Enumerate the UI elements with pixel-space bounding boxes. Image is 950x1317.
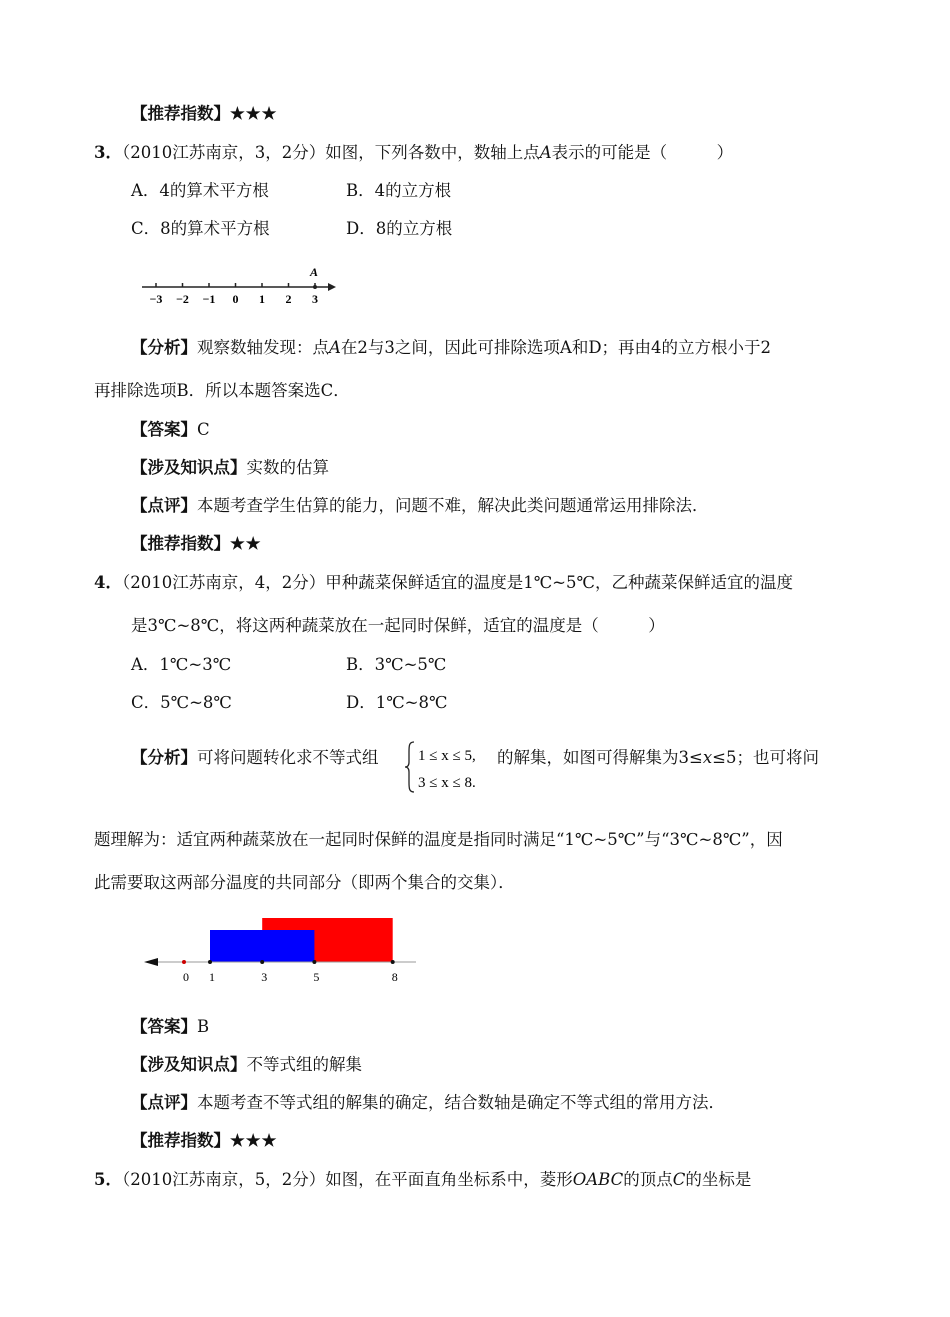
number-line-figure-q3 [138, 262, 338, 308]
tick-label: 1 [259, 292, 265, 306]
analysis-variable: x [702, 748, 713, 767]
tick-label: 3 [261, 970, 268, 984]
tick-label: 5 [313, 970, 320, 984]
rec-index-row [131, 1131, 277, 1151]
tick-label: 8 [391, 970, 398, 984]
point-a-dot [313, 285, 317, 289]
analysis-line-2: 题理解为：适宜两种蔬菜放在一起同时保鲜的温度是指同时满足“1℃~5℃”与“3℃~8℃”，因 [94, 830, 783, 849]
tick-label: −1 [202, 292, 216, 306]
rec-index-label: 【推荐指数】 [131, 104, 230, 123]
analysis-variable: A [329, 338, 341, 357]
knowledge-value: 实数的估算 [246, 458, 329, 477]
stem-variable: A [539, 143, 552, 162]
analysis-text: 可将问题转化求不等式组 [197, 748, 379, 767]
axis-arrow-icon [328, 283, 336, 291]
answer-label: 【答案】 [131, 1017, 197, 1036]
system-line-2: 3 ≤ x ≤ 8. [418, 775, 476, 791]
analysis-line-2: 再排除选项B．所以本题答案选C． [94, 381, 350, 400]
analysis-text: 的解集，如图可得解集为3≤ [497, 748, 703, 767]
axis-arrow-icon [144, 958, 158, 966]
analysis-line-1 [131, 338, 771, 358]
stem-text: 的顶点 [623, 1170, 673, 1189]
question-number: 4． [94, 573, 122, 592]
stem-variable: OABC [572, 1170, 624, 1189]
tick-label: −2 [176, 292, 189, 306]
question-number: 3． [94, 143, 122, 162]
review-row [131, 496, 709, 516]
answer-value: B [197, 1017, 210, 1036]
answer-row [131, 1017, 209, 1037]
option-b: B．4的立方根 [346, 181, 452, 200]
stem-variable: C [672, 1170, 686, 1189]
rec-index-row [131, 534, 262, 554]
stem-text: （2010江苏南京，5，2分）如图，在平面直角坐标系中，菱形 [121, 1170, 573, 1189]
knowledge-label: 【涉及知识点】 [131, 1055, 247, 1074]
option-a: A．4的算术平方根 [131, 181, 269, 200]
knowledge-label: 【涉及知识点】 [131, 458, 247, 477]
option-a: A．1℃~3℃ [131, 655, 232, 674]
question-4-stem-line-2: 是3℃~8℃，将这两种蔬菜放在一起同时保鲜，适宜的温度是（ ） [131, 616, 665, 635]
axis-point [208, 960, 212, 964]
option-c: C．8的算术平方根 [131, 219, 270, 238]
review-label: 【点评】 [131, 496, 197, 515]
tick-label: 3 [312, 292, 318, 306]
analysis-line-1-cont [497, 748, 819, 768]
review-value: 本题考查学生估算的能力，问题不难，解决此类问题通常运用排除法． [197, 496, 709, 515]
tick-label: 0 [183, 970, 189, 984]
analysis-label: 【分析】 [131, 748, 197, 767]
stem-text: （2010江苏南京，3，2分）如图，下列各数中，数轴上点 [121, 143, 540, 162]
knowledge-row [131, 458, 329, 478]
option-d: D．1℃~8℃ [346, 693, 448, 712]
option-c: C．5℃~8℃ [131, 693, 232, 712]
stem-text: 表示的可能是（ ） [551, 143, 734, 162]
review-value: 本题考查不等式组的解集的确定，结合数轴是确定不等式组的常用方法． [197, 1093, 725, 1112]
tick-label: 0 [232, 292, 239, 306]
rec-index-label: 【推荐指数】 [131, 534, 230, 553]
review-row [131, 1093, 725, 1113]
tick-label: 2 [285, 292, 292, 306]
rec-index-row [131, 104, 277, 124]
question-3-stem [94, 143, 733, 163]
stem-text: （2010江苏南京，4，2分）甲种蔬菜保鲜适宜的温度是1℃~5℃，乙种蔬菜保鲜适宜的温度 [121, 573, 793, 592]
point-a-label: A [310, 265, 319, 279]
question-5-stem [94, 1170, 751, 1190]
answer-value: C [197, 420, 210, 439]
rec-index-stars: ★★ [230, 534, 262, 553]
rec-index-label: 【推荐指数】 [131, 1131, 230, 1150]
left-brace-icon [405, 742, 414, 792]
answer-row [131, 420, 210, 440]
interval-number-line-figure-q4 [138, 910, 420, 990]
analysis-text: 观察数轴发现：点 [197, 338, 329, 357]
knowledge-row [131, 1055, 362, 1075]
inequality-system [404, 738, 496, 796]
analysis-text: 在2与3之间，因此可排除选项A和D；再由4的立方根小于2 [340, 338, 772, 357]
review-label: 【点评】 [131, 1093, 197, 1112]
axis-point [182, 960, 186, 964]
axis-point [312, 960, 316, 964]
knowledge-value: 不等式组的解集 [246, 1055, 362, 1074]
analysis-line-1 [131, 748, 379, 768]
answer-label: 【答案】 [131, 420, 197, 439]
option-b: B．3℃~5℃ [346, 655, 447, 674]
option-d: D．8的立方根 [346, 219, 453, 238]
blue-interval-bar [210, 930, 314, 962]
axis-point [260, 960, 264, 964]
analysis-label: 【分析】 [131, 338, 197, 357]
question-number: 5． [94, 1170, 122, 1189]
system-line-1: 1 ≤ x ≤ 5, [418, 748, 476, 764]
axis-point [391, 960, 395, 964]
rec-index-stars: ★★★ [230, 104, 278, 123]
rec-index-stars: ★★★ [230, 1131, 278, 1150]
analysis-line-3: 此需要取这两部分温度的共同部分（即两个集合的交集）． [94, 873, 515, 892]
stem-text: 的坐标是 [685, 1170, 752, 1189]
tick-label: 1 [209, 970, 215, 984]
question-4-stem-line-1 [94, 573, 793, 593]
tick-label: −3 [149, 292, 163, 306]
analysis-text: ≤5；也可将问 [712, 748, 819, 767]
